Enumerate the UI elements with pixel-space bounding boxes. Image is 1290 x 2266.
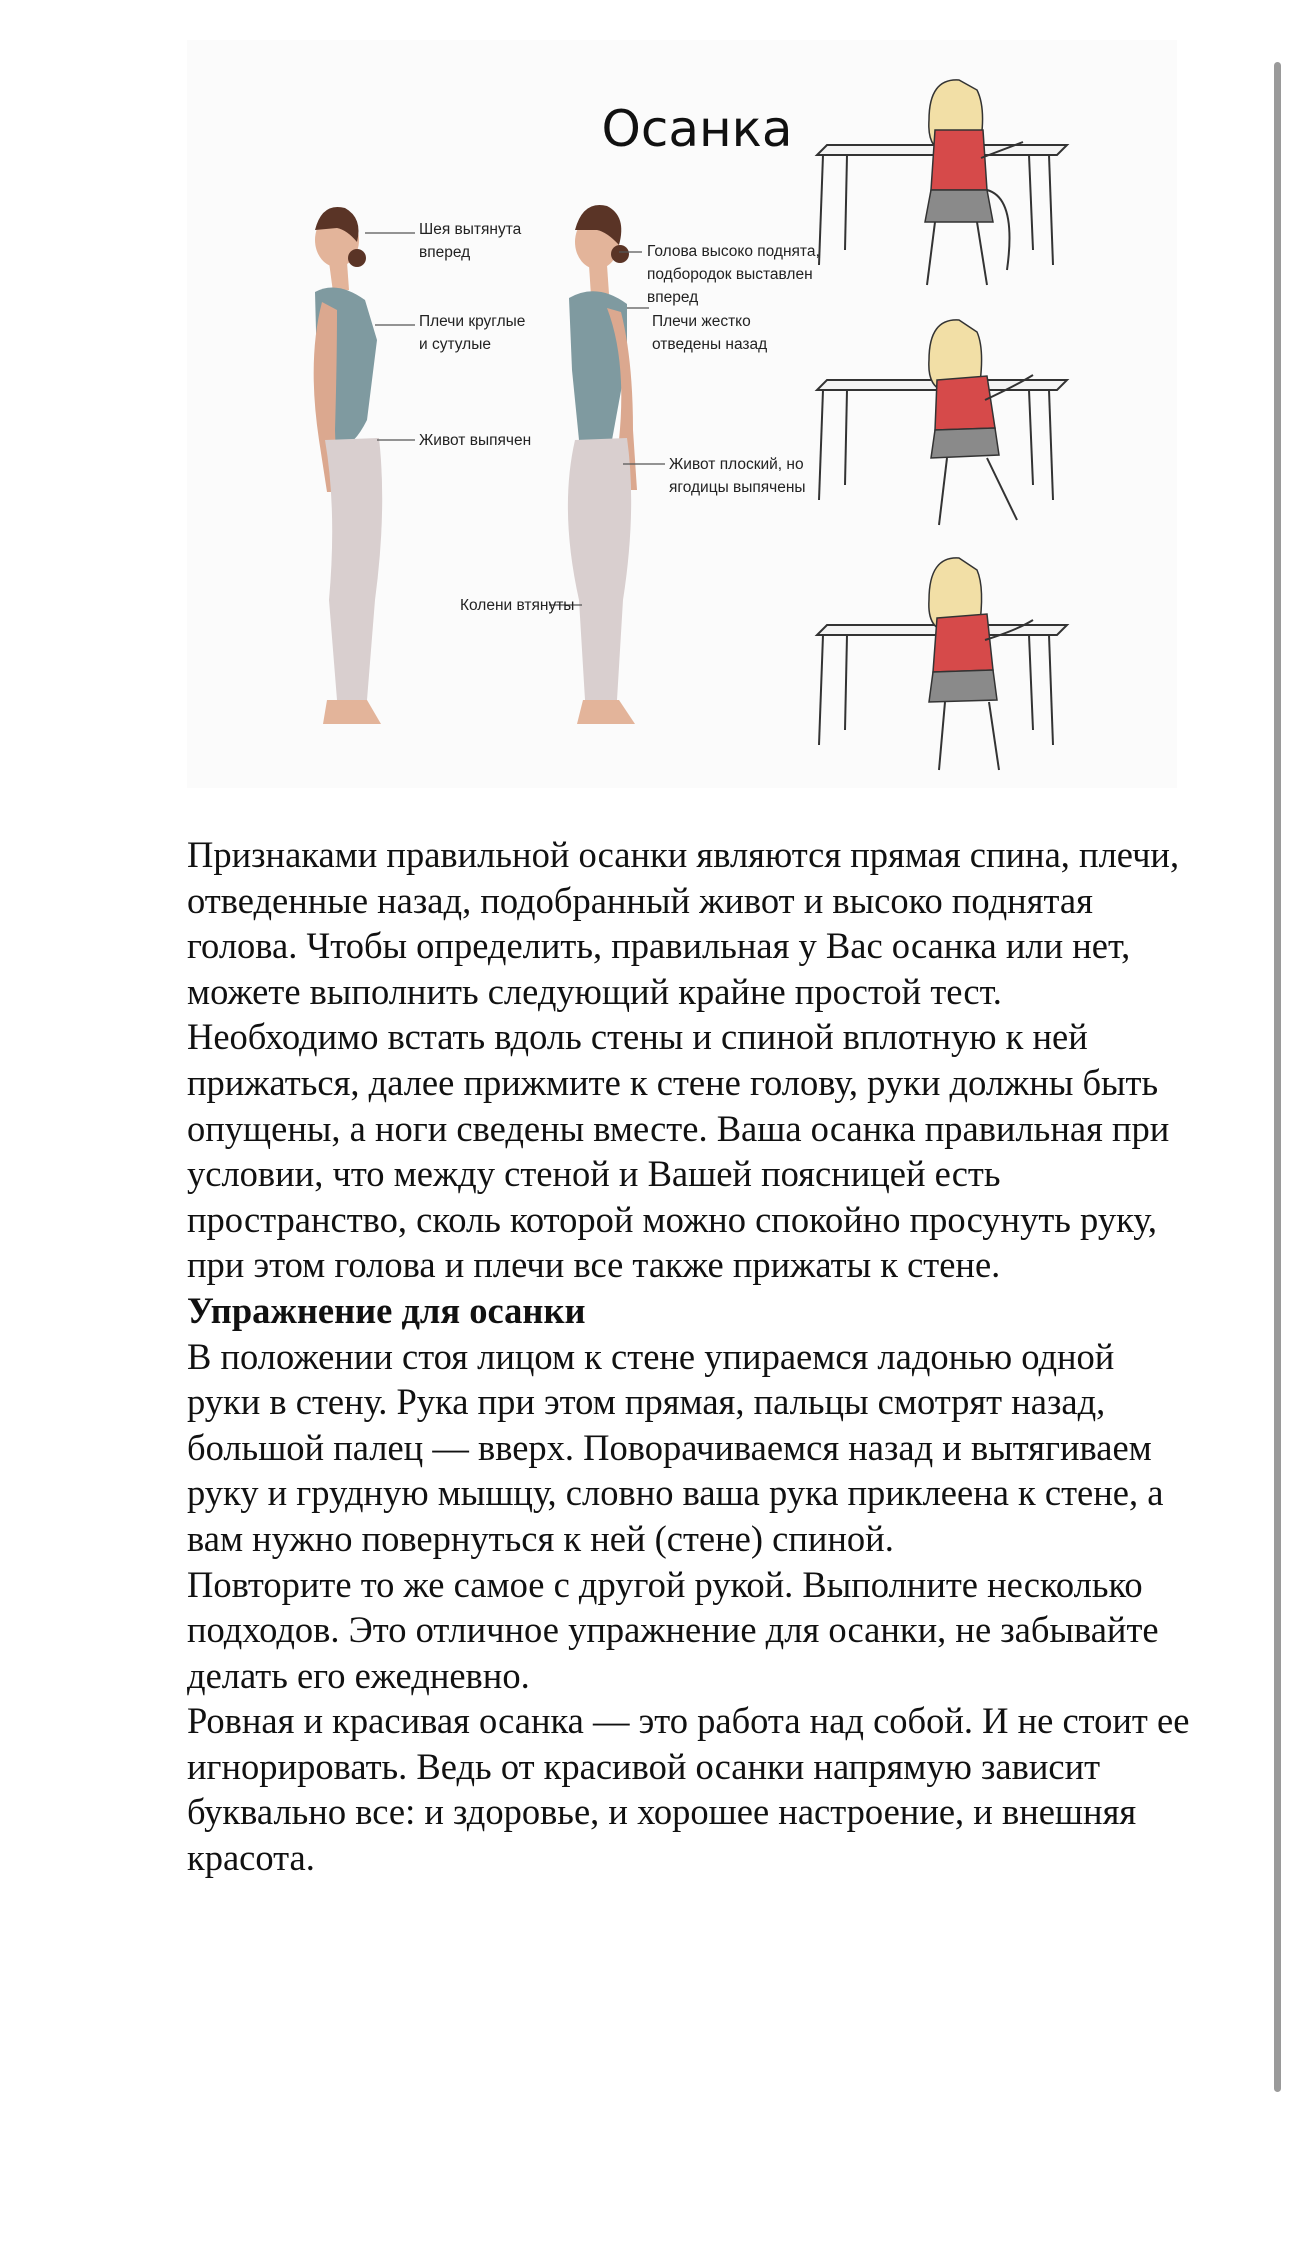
callout-flat-belly: Живот плоский, но ягодицы выпячены [669, 456, 806, 496]
callout-round-shoulders: Плечи круглые и сутулые [419, 313, 526, 353]
conclusion-paragraph: Ровная и красивая осанка — это работа над собой. И не стоит ее игнорировать. Ведь от красивой осанки напрямую зависит буквально все: и здоровье, и хорошее настроение, и внешняя красота. [187, 1700, 1190, 1879]
sitting-sketch-1 [817, 80, 1067, 285]
callout-knees: Колени втянуты [460, 597, 575, 614]
sitting-sketch-3 [817, 558, 1067, 770]
article-body [187, 832, 1192, 1881]
vertical-scrollbar[interactable] [1274, 62, 1281, 2092]
callout-shoulders-back: Плечи жестко отведены назад [652, 313, 768, 353]
callout-belly-out: Живот выпячен [419, 432, 532, 449]
intro-paragraph: Признаками правильной осанки являются прямая спина, плечи, отведенные назад, подобранный живот и высоко поднятая голова. Чтобы определить, правильная у Вас осанка или нет, можете выполнить следующий крайне простой тест. Необходимо встать вдоль стены и спиной вплотную к ней прижаться, далее прижмите к стене голову, руки должны быть опущены, а ноги сведены вместе. Ваша осанка правильная при условии, что между стеной и Вашей поясницей есть пространство, сколь которой можно спокойно просунуть руку, при этом голова и плечи все также прижаты к стене. [187, 834, 1180, 1286]
callout-head-raised: Голова высоко поднята, подбородок выставлен вперед [647, 243, 820, 306]
figure-title: Осанка [601, 100, 793, 158]
bad-posture-figure [314, 207, 383, 724]
posture-illustration [187, 40, 1177, 788]
exercise-heading: Упражнение для осанки [187, 1289, 586, 1331]
repeat-paragraph: Повторите то же самое с другой рукой. Выполните несколько подходов. Это отличное упражнение для осанки, не забывайте делать его ежедневно. [187, 1563, 1159, 1696]
exercise-paragraph: В положении стоя лицом к стене упираемся ладонью одной руки в стену. Рука при этом прямая, пальцы смотрят назад, большой палец — вверх. Поворачиваемся назад и вытягиваем руку и грудную мышцу, словно ваша рука приклеена к стене, а вам нужно повернуться к ней (стене) спиной. [187, 1335, 1164, 1559]
sitting-sketch-2 [817, 320, 1067, 525]
callout-neck-forward: Шея вытянута вперед [419, 221, 522, 261]
